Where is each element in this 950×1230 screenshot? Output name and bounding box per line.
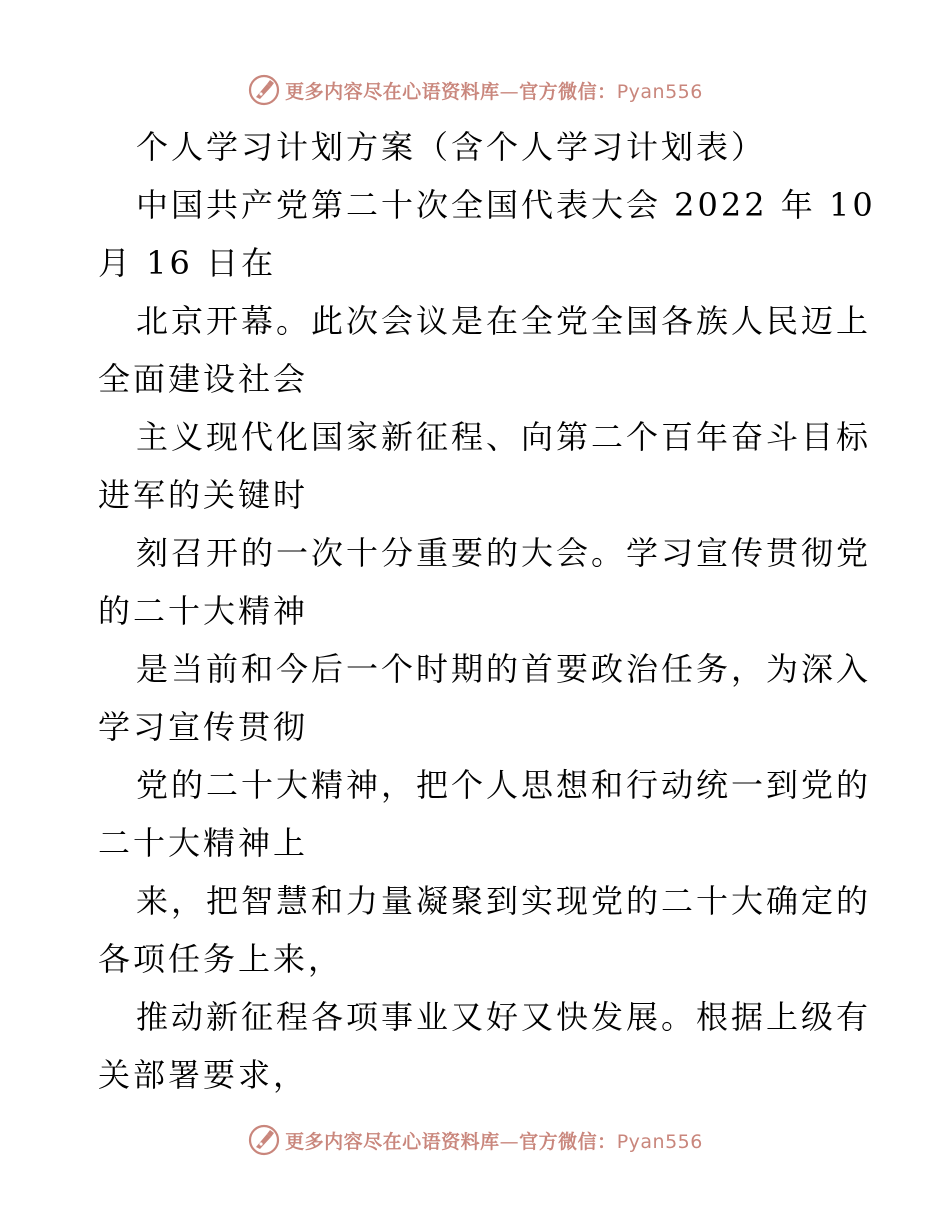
paragraph-line: 刻召开的一次十分重要的大会。学习宣传贯彻党 <box>136 534 872 572</box>
paragraph-line: 全面建设社会 <box>98 360 309 398</box>
paragraph-line: 关部署要求， <box>98 1056 309 1094</box>
watermark-text: 更多内容尽在心语资料库—官方微信：Pyan556 <box>285 1130 703 1153</box>
paragraph-line: 党的二十大精神，把个人思想和行动统一到党的 <box>136 766 872 804</box>
pen-nib-logo-icon <box>247 1123 281 1157</box>
pen-nib-logo-icon <box>247 73 281 107</box>
paragraph-line: 进军的关键时 <box>98 476 309 514</box>
footer-watermark <box>0 1120 950 1160</box>
paragraph-line: 二十大精神上 <box>98 824 309 862</box>
paragraph-line: 各项任务上来， <box>98 940 344 978</box>
paragraph-line: 的二十大精神 <box>98 592 309 630</box>
paragraph-line: 是当前和今后一个时期的首要政治任务，为深入 <box>136 650 872 688</box>
paragraph-line: 主义现代化国家新征程、向第二个百年奋斗目标 <box>136 418 872 456</box>
header-watermark <box>0 70 950 110</box>
paragraph-line: 北京开幕。此次会议是在全党全国各族人民迈上 <box>136 302 872 340</box>
paragraph-line: 月 16 日在 <box>98 244 277 282</box>
document-body <box>98 118 876 1104</box>
watermark-text: 更多内容尽在心语资料库—官方微信：Pyan556 <box>285 80 703 103</box>
paragraph-line: 中国共产党第二十次全国代表大会 2022 年 10 <box>136 186 876 224</box>
document-title: 个人学习计划方案（含个人学习计划表） <box>136 128 767 166</box>
paragraph-line: 来，把智慧和力量凝聚到实现党的二十大确定的 <box>136 882 872 920</box>
paragraph-line: 推动新征程各项事业又好又快发展。根据上级有 <box>136 998 872 1036</box>
paragraph-line: 学习宣传贯彻 <box>98 708 309 746</box>
